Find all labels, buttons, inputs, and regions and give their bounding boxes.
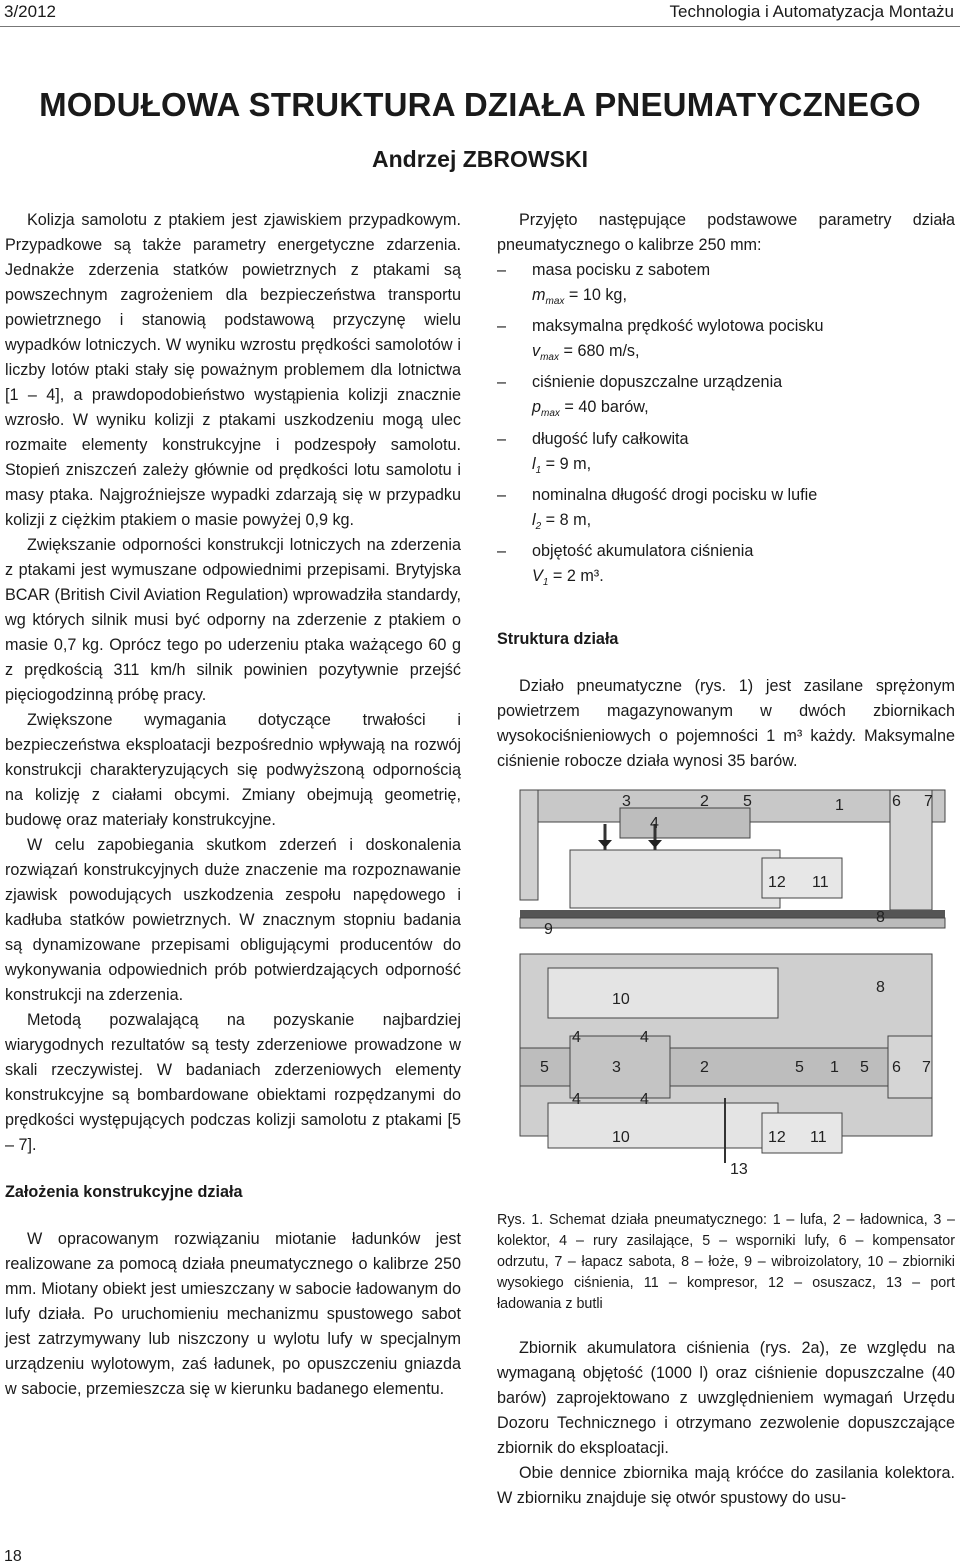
fig-label: 1: [835, 797, 844, 814]
paragraph: Obie dennice zbiornika mają króćce do zasilania kolektora. W zbiorniku znajduje się otwór spustowy do usu-: [497, 1464, 955, 1507]
paragraph: Zbiornik akumulatora ciśnienia (rys. 2a), ze względu na wymaganą objętość (1000 l) oraz ciśnienie dopuszczalne (40 barów) zaprojektowano z uwzględnieniem wymagań Urzędu Dozoru Technicznego i otrzymano zezwolenie dopuszczające zbiornik do eksploatacji.: [497, 1339, 955, 1457]
fig-label: 12: [768, 874, 786, 891]
fig-label: 4: [572, 1029, 581, 1046]
param-value: $v_{max} = 680$ m/s,: [532, 342, 640, 364]
cannon-schematic: [500, 768, 950, 1178]
fig-label: 11: [810, 1129, 827, 1146]
param-label: – maksymalna prędkość wylotowa pocisku: [497, 314, 955, 339]
fig-label: 7: [924, 793, 933, 810]
fig-label: 5: [540, 1059, 549, 1076]
header-divider: [0, 26, 960, 27]
param-label: – ciśnienie dopuszczalne urządzenia: [497, 370, 955, 395]
fig-label: 3: [622, 793, 631, 810]
tank-top: [570, 850, 780, 908]
fig-label: 4: [650, 815, 659, 832]
param-value: $l_1 = 9$ m,: [532, 454, 592, 476]
fig-label: 2: [700, 1059, 709, 1076]
paragraph: Metodą pozwalającą na pozyskanie najbardziej wiarygodnych rezultatów są testy zderzeniowe prowadzone w skali rzeczywistej. W badaniach zderzeniowych elementy konstrukcyjne są bombardowane obiektami rozpędzanymi do prędkości występujących podczas kolizji samolotu z ptakami [5 – 7].: [5, 1011, 461, 1154]
fig-label: 1: [830, 1059, 839, 1076]
fig-label: 13: [730, 1161, 748, 1178]
fig-label: 10: [612, 1129, 630, 1146]
figure-caption: Rys. 1. Schemat działa pneumatycznego: 1 – lufa, 2 – ładownica, 3 – kolektor, 4 – rury zasilające, 5 – wsporniki lufy, 6 – kompensator odrzutu, 7 – łapacz sabota, 8 – łoże, 9 – wibroizolatory, 10 – zbiorniki wysokiego ciśnienia, 11 – kompresor, 12 – osuszacz, 13 – port ładowania z butli: [497, 1212, 955, 1312]
fig-label: 8: [876, 909, 885, 926]
fig-label: 11: [812, 874, 829, 891]
page-number: 18: [4, 1548, 22, 1565]
fig-label: 9: [544, 921, 553, 938]
section-heading: Struktura działa: [497, 630, 619, 649]
paragraph: Działo pneumatyczne (rys. 1) jest zasilane sprężonym powietrzem magazynowanym w dwóch zbiornikach wysokociśnieniowych o pojemności 1 m³ każdy. Maksymalne ciśnienie robocze działa wynosi 35 barów.: [497, 677, 955, 771]
fig-label: 10: [612, 991, 630, 1008]
fig-label: 8: [876, 979, 885, 996]
param-value: $p_{max} = 40$ barów,: [532, 398, 649, 420]
fig-label: 2: [700, 793, 709, 810]
paragraph: W opracowanym rozwiązaniu miotanie ładunków jest realizowane za pomocą działa pneumatycznego o kalibrze 250 mm. Miotany obiekt jest umieszczany w sabocie ładowanym do lufy działa. Po uruchomieniu mechanizmu spustowego sabot jest zatrzymywany lub niszczony u wylotu lufy w specjalnym urządzeniu wylotowym, zaś ładunek, po opuszczeniu gniazda w sabocie, przemieszcza się w kierunku badanego elementu.: [5, 1230, 461, 1398]
fig-label: 5: [860, 1059, 869, 1076]
right-column: [497, 208, 955, 774]
param-label: – masa pocisku z sabotem: [497, 258, 955, 283]
fig-label: 12: [768, 1129, 786, 1146]
fig-label: 4: [572, 1091, 581, 1108]
left-column: [5, 208, 461, 1402]
right-column-lower: [497, 1336, 955, 1511]
hp-tank-2: [548, 1103, 778, 1148]
fig-label: 5: [743, 793, 752, 810]
fig-label: 5: [795, 1059, 804, 1076]
paragraph: Zwiększone wymagania dotyczące trwałości i bezpieczeństwa eksploatacji bezpośrednio wpływają na rozwój konstrukcji charakteryzujących się podwyższoną odpornością na kolizję z ciałami obcymi. Zmiany obejmują geometrię, budowę oraz materiały konstrukcyjne.: [5, 711, 461, 829]
collector: [620, 808, 750, 838]
param-value: $V_1 = 2$ m³.: [532, 567, 604, 589]
fig-label: 6: [892, 1059, 901, 1076]
article-author: Andrzej ZBROWSKI: [372, 146, 588, 172]
issue-label: 3/2012: [4, 2, 56, 21]
paragraph: W celu zapobiegania skutkom zderzeń i doskonalenia rozwiązań konstrukcyjnych duże znaczenie ma rozpoznawanie zjawisk powodujących uszkodzenia zespołu napędowego i kadłuba statków powietrznych. W znacznym stopniu badania są dynamizowane przepisami obligującymi producentów do wykonywania odpowiednich prób potwierdzających odporność konstrukcji na zderzenia.: [5, 836, 461, 1004]
fig-label: 3: [612, 1059, 621, 1076]
param-label: – objętość akumulatora ciśnienia: [497, 539, 955, 564]
hp-tank: [548, 968, 778, 1018]
fig-label: 4: [640, 1029, 649, 1046]
param-value: $l_2 = 8$ m,: [532, 510, 592, 533]
parameter-list: [497, 258, 955, 595]
article-title: MODUŁOWA STRUKTURA DZIAŁA PNEUMATYCZNEGO: [39, 86, 921, 123]
section-heading: Założenia konstrukcyjne działa: [5, 1183, 243, 1201]
paragraph: Zwiększanie odporności konstrukcji lotniczych na zderzenia z ptakami jest wymuszane odpowiednimi przepisami. Brytyjska BCAR (British Civil Aviation Regulation) wprowadziła standardy, wg których silnik musi być odporny na zderzenie z ptakiem o masie 0,7 kg. Oprócz tego po uderzeniu ptaka ważącego 60 g z prędkością 311 km/h silnik powinien pozytywnie przejść pięciogodzinną próbę pracy.: [5, 536, 461, 704]
fig-label: 4: [640, 1091, 649, 1108]
param-label: – długość lufy całkowita: [497, 427, 955, 452]
paragraph: Kolizja samolotu z ptakiem jest zjawiskiem przypadkowym. Przypadkowe są także parametry energetyczne zdarzenia. Jednakże zderzenia statków powietrznych z ptakami są powszechnym zagrożeniem dla bezpieczeństwa transportu powietrznego i stanowią podstawową przyczynę wielu wypadków lotniczych. W wyniku wzrostu prędkości samolotów i liczby lotów ptaki stały się poważnym problemem dla lotnictwa [1 – 4], a prawdopodobieństwo wystąpienia kolizji znacznie wzrosło. W wyniku kolizji z ptakami uszkodzeniu mogą ulec rozmaite elementy konstrukcyjne i podzespoły samolotu. Stopień zniszczeń zależy głównie od prędkości lotu samolotu i masy ptaka. Najgroźniejsze wypadki zdarzają się w przypadku kolizji z ciężkim ptakiem o masie powyżej 0,9 kg.: [5, 211, 461, 529]
param-value: $m_{max} = 10$ kg,: [532, 286, 627, 308]
fig-label: 6: [892, 793, 901, 810]
param-label: – nominalna długość drogi pocisku w lufie: [497, 483, 955, 508]
journal-name: Technologia i Automatyzacja Montażu: [669, 2, 954, 21]
rear-support: [520, 790, 538, 900]
fig-label: 7: [922, 1059, 931, 1076]
paragraph: Przyjęto następujące podstawowe parametry działa pneumatycznego o kalibrze 250 mm:: [497, 211, 955, 254]
